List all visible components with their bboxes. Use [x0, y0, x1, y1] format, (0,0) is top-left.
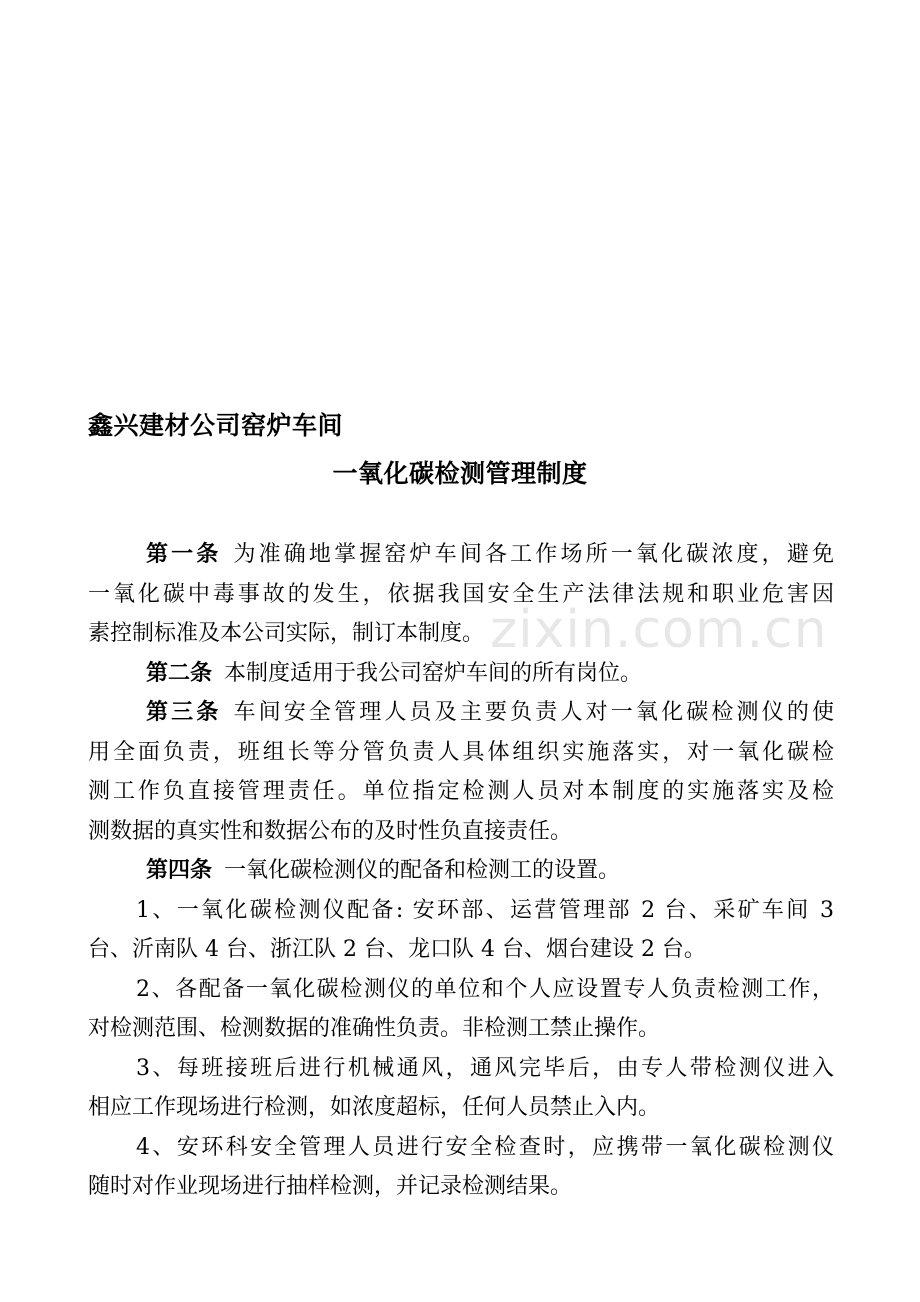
article-3-line-4: 测数据的真实性和数据公布的及时性负直接责任。 [88, 818, 573, 844]
item-1-line-1: 1、一氧化碳检测仪配备: 安环部、运营管理部 2 台、采矿车间 3 [136, 897, 834, 923]
article-1-text-1: 为准确地掌握窑炉车间各工作场所一氧化碳浓度，避免 [233, 542, 834, 567]
article-1-line-3: 素控制标准及本公司实际，制订本制度。 [88, 621, 485, 646]
item-2 [88, 970, 834, 1049]
article-2-line-1 [88, 654, 834, 694]
item-3-line-2: 相应工作现场进行检测，如浓度超标，任何人员禁止入内。 [88, 1095, 661, 1120]
article-4-heading: 第四条 [146, 858, 213, 883]
watermark: zixin.com.cn [490, 600, 828, 660]
article-4-text-1: 一氧化碳检测仪的配备和检测工的设置。 [224, 858, 621, 883]
article-3 [88, 693, 834, 851]
article-3-line-3: 测工作负直接管理责任。单位指定检测人员对本制度的实施落实及检 [88, 779, 834, 804]
item-4 [88, 1128, 834, 1207]
item-2-line-1: 2、各配备一氧化碳检测仪的单位和个人应设置专人负责检测工作， [136, 976, 834, 1002]
article-3-heading: 第三条 [146, 700, 222, 725]
item-4-line-2: 随时对作业现场进行抽样检测，并记录检测结果。 [88, 1174, 573, 1199]
article-4-line-1 [88, 851, 834, 891]
article-2-text-1: 本制度适用于我公司窑炉车间的所有岗位。 [224, 660, 643, 686]
article-3-text-1: 车间安全管理人员及主要负责人对一氧化碳检测仪的使 [233, 700, 834, 725]
article-1 [88, 535, 834, 654]
item-4-line-1: 4、安环科安全管理人员进行安全检查时，应携带一氧化碳检测仪 [136, 1134, 834, 1160]
item-3-line-1: 3、每班接班后进行机械通风，通风完毕后，由专人带检测仪进入 [136, 1055, 834, 1081]
article-1-heading: 第一条 [146, 542, 222, 567]
article-2-heading: 第二条 [146, 660, 213, 686]
article-1-line-1 [88, 535, 834, 575]
organization-title: 鑫兴建材公司窑炉车间 [88, 411, 344, 440]
article-4 [88, 851, 834, 891]
document-body [88, 535, 834, 1207]
article-1-line-2: 一氧化碳中毒事故的发生，依据我国安全生产法律法规和职业危害因 [88, 581, 834, 607]
article-3-line-1 [88, 693, 834, 733]
item-1 [88, 891, 834, 970]
item-1-line-2: 台、沂南队 4 台、浙江队 2 台、龙口队 4 台、烟台建设 2 台。 [88, 937, 706, 962]
item-2-line-2: 对检测范围、检测数据的准确性负责。非检测工禁止操作。 [88, 1016, 661, 1041]
item-3 [88, 1049, 834, 1128]
article-3-line-2: 用全面负责，班组长等分管负责人具体组织实施落实，对一氧化碳检 [88, 739, 834, 765]
article-2 [88, 654, 834, 694]
document-title: 一氧化碳检测管理制度 [332, 459, 588, 488]
